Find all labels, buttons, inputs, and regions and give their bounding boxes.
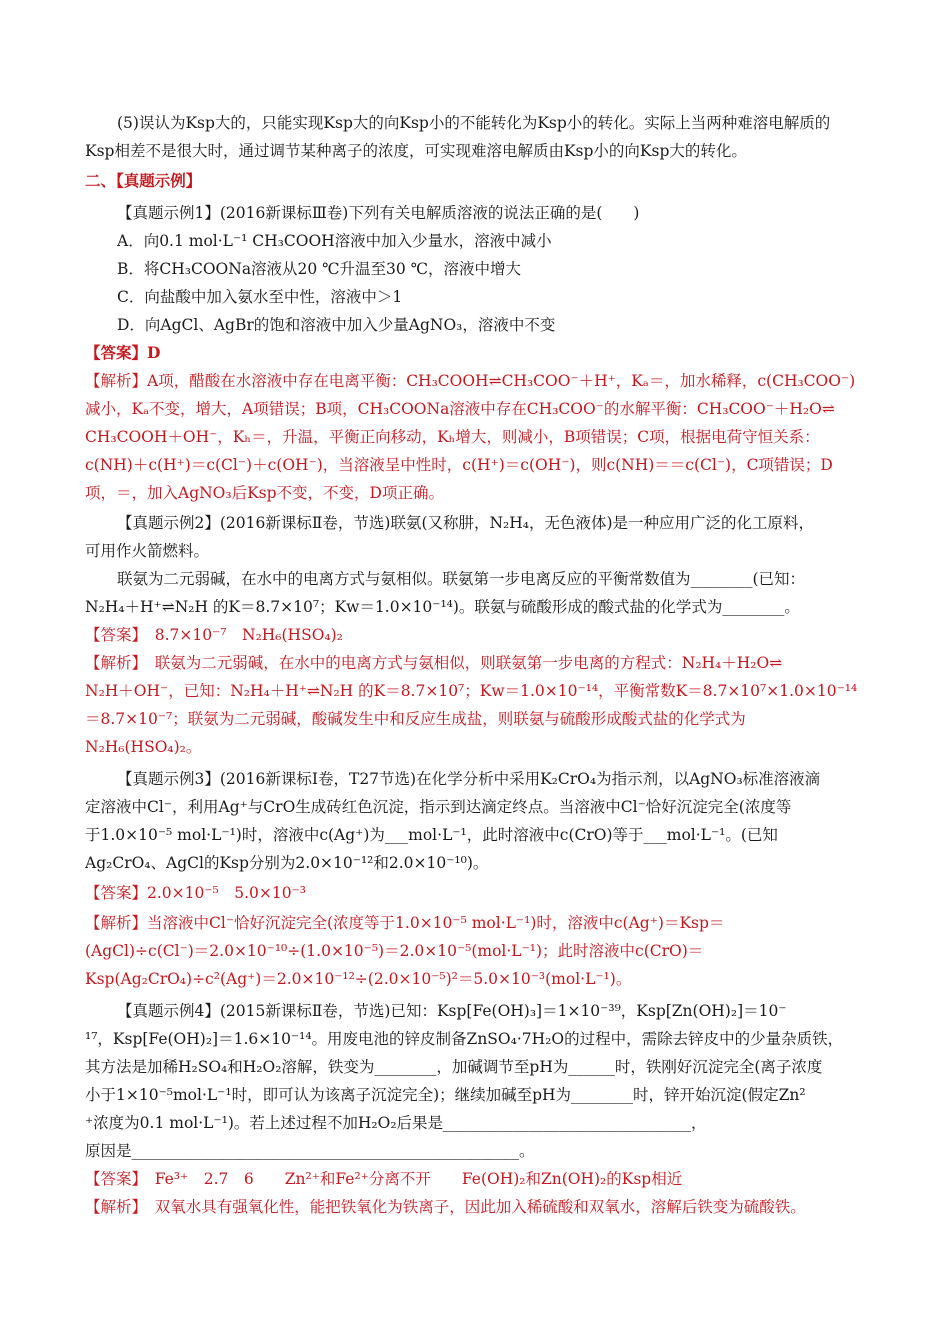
text-line: 小于1×10⁻⁵mol·L⁻¹时，即可认为该离子沉淀完全)；继续加碱至pH为________时，锌开始沉淀(假定Zn² [85, 1086, 806, 1104]
text-line: 【真题示例4】(2015新课标Ⅱ卷，节选)已知：Ksp[Fe(OH)₃]＝1×10⁻³⁹，Ksp[Zn(OH)₂]＝10⁻ [117, 1002, 787, 1020]
text-line: 【真题示例2】(2016新课标Ⅱ卷，节选)联氨(又称肼，N₂H₄，无色液体)是一种应用广泛的化工原料， [117, 514, 815, 532]
text-line: c(NH)＋c(H⁺)＝c(Cl⁻)＋c(OH⁻)，当溶液呈中性时，c(H⁺)＝c(OH⁻)，则c(NH)＝＝c(Cl⁻)，C项错误；D [85, 456, 833, 474]
text-line: ＝8.7×10⁻⁷；联氨为二元弱碱，酸碱发生中和反应生成盐，则联氨与硫酸形成酸式盐的化学式为 [85, 710, 746, 728]
text-line: 【解析】当溶液中Cl⁻恰好沉淀完全(浓度等于1.0×10⁻⁵ mol·L⁻¹)时，溶液中c(Ag⁺)＝Ksp＝ [85, 914, 725, 932]
text-line: 【真题示例1】(2016新课标Ⅲ卷)下列有关电解质溶液的说法正确的是( ) [117, 204, 640, 222]
text-line: 可用作火箭燃料。 [85, 542, 210, 560]
text-line: 【答案】D [85, 343, 161, 362]
text-line: 减小，Kₐ不变，增大，A项错误；B项，CH₃COONa溶液中存在CH₃COO⁻的水解平衡：CH₃COO⁻＋H₂O⇌ [85, 400, 835, 418]
text-line: 二、【真题示例】 [85, 171, 202, 190]
text-line: 【解析】 双氧水具有强氧化性，能把铁氧化为铁离子，因此加入稀硫酸和双氧水，溶解后铁变为硫酸铁。 [85, 1198, 806, 1216]
text-line: 定溶液中Cl⁻，利用Ag⁺与CrO生成砖红色沉淀，指示到达滴定终点。当溶液中Cl⁻恰好沉淀完全(浓度等 [85, 798, 792, 816]
text-line: CH₃COOH＋OH⁻，Kₕ＝，升温，平衡正向移动，Kₕ增大，则减小，B项错误；C项，根据电荷守恒关系： [85, 428, 820, 446]
text-line: Ag₂CrO₄、AgCl的Ksp分别为2.0×10⁻¹²和2.0×10⁻¹⁰)。 [85, 854, 489, 872]
text-line: 原因是__________________________________________________。 [85, 1142, 535, 1160]
text-line: Ksp相差不是很大时，通过调节某种离子的浓度，可实现难溶电解质由Ksp小的向Ksp大的转化。 [85, 142, 747, 160]
text-line: 【答案】 8.7×10⁻⁷ N₂H₆(HSO₄)₂ [85, 626, 343, 644]
text-line: Ksp(Ag₂CrO₄)÷c²(Ag⁺)＝2.0×10⁻¹²÷(2.0×10⁻⁵)²＝5.0×10⁻³(mol·L⁻¹)。 [85, 970, 632, 988]
text-line: B．将CH₃COONa溶液从20 ℃升温至30 ℃，溶液中增大 [117, 260, 522, 278]
text-line: 【解析】A项，醋酸在水溶液中存在电离平衡：CH₃COOH⇌CH₃COO⁻＋H⁺，Kₐ＝，加水稀释，c(CH₃COO⁻) [85, 372, 856, 390]
text-line: D．向AgCl、AgBr的饱和溶液中加入少量AgNO₃，溶液中不变 [117, 316, 556, 334]
text-line: 项，＝，加入AgNO₃后Ksp不变，不变，D项正确。 [85, 484, 444, 502]
text-line: (AgCl)÷c(Cl⁻)＝2.0×10⁻¹⁰÷(1.0×10⁻⁵)＝2.0×10⁻⁵(mol·L⁻¹)；此时溶液中c(CrO)＝ [85, 942, 704, 960]
text-line: 于1.0×10⁻⁵ mol·L⁻¹)时，溶液中c(Ag⁺)为___mol·L⁻¹，此时溶液中c(CrO)等于___mol·L⁻¹。(已知 [85, 826, 778, 844]
text-line: ⁺浓度为0.1 mol·L⁻¹)。若上述过程不加H₂O₂后果是________________________________， [85, 1114, 707, 1132]
text-line: N₂H₄＋H⁺⇌N₂H 的K＝8.7×10⁷；Kw＝1.0×10⁻¹⁴)。联氨与硫酸形成的酸式盐的化学式为________。 [85, 598, 800, 616]
text-line: N₂H₆(HSO₄)₂。 [85, 738, 202, 756]
text-line: 【真题示例3】(2016新课标Ⅰ卷，T27节选)在化学分析中采用K₂CrO₄为指示剂，以AgNO₃标准溶液滴 [117, 770, 821, 788]
text-line: N₂H＋OH⁻，已知：N₂H₄＋H⁺⇌N₂H 的K＝8.7×10⁷；Kw＝1.0×10⁻¹⁴，平衡常数K＝8.7×10⁷×1.0×10⁻¹⁴ [85, 682, 858, 700]
text-line: 其方法是加稀H₂SO₄和H₂O₂溶解，铁变为________，加碱调节至pH为______时，铁刚好沉淀完全(离子浓度 [85, 1058, 823, 1076]
text-line: 【答案】2.0×10⁻⁵ 5.0×10⁻³ [85, 884, 307, 902]
text-line: ¹⁷，Ksp[Fe(OH)₂]＝1.6×10⁻¹⁴。用废电池的锌皮制备ZnSO₄·7H₂O的过程中，需除去锌皮中的少量杂质铁， [85, 1030, 844, 1048]
text-line: A．向0.1 mol·L⁻¹ CH₃COOH溶液中加入少量水，溶液中减小 [117, 232, 552, 250]
text-line: 【解析】 联氨为二元弱碱，在水中的电离方式与氨相似，则联氨第一步电离的方程式：N₂H₄＋H₂O⇌ [85, 654, 783, 672]
text-line: 【答案】 Fe³⁺ 2.7 6 Zn²⁺和Fe²⁺分离不开 Fe(OH)₂和Zn(OH)₂的Ksp相近 [85, 1170, 683, 1188]
text-line: C．向盐酸中加入氨水至中性，溶液中＞1 [117, 288, 403, 306]
text-line: (5)误认为Ksp大的，只能实现Ksp大的向Ksp小的不能转化为Ksp小的转化。实际上当两种难溶电解质的 [117, 114, 831, 132]
text-line: 联氨为二元弱碱，在水中的电离方式与氨相似。联氨第一步电离反应的平衡常数值为________(已知： [117, 570, 806, 588]
